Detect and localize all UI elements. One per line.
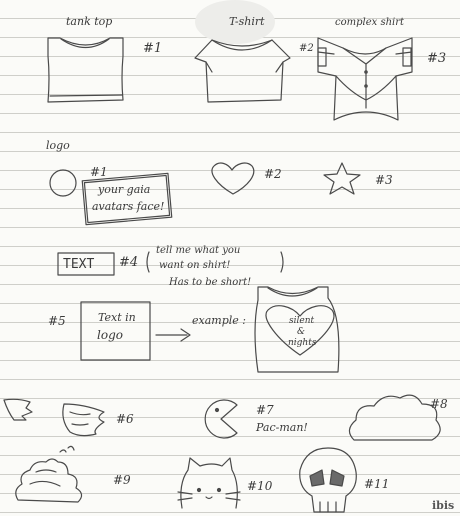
logo-number-5: #5	[48, 314, 66, 328]
complex-shirt-drawing	[318, 38, 412, 120]
signature: ibis	[432, 499, 455, 512]
face-text-line1: your gaia	[98, 183, 151, 196]
pacman-label: Pac-man!	[256, 421, 308, 434]
tank-top-label: tank top	[66, 15, 113, 28]
icon-number-7: #7	[256, 403, 274, 417]
face-text-line2: avatars face!	[92, 200, 165, 213]
note-line-1: tell me what you	[156, 245, 241, 256]
t-shirt-label: T-shirt	[229, 15, 265, 28]
shirt-number-1: #1	[143, 41, 163, 56]
shirt-number-2: #2	[299, 43, 314, 54]
icon-number-10: #10	[247, 479, 273, 493]
swirl-pile-icon	[16, 446, 82, 502]
face-box	[82, 173, 172, 224]
skull-icon	[300, 448, 357, 512]
logo-heading: logo	[46, 139, 70, 152]
note-line-3: Has to be short!	[169, 277, 252, 288]
star-logo	[324, 163, 360, 194]
complex-shirt-label: complex shirt	[335, 17, 405, 28]
heart-text-line2: &	[297, 327, 306, 337]
cloud-icon	[349, 395, 440, 440]
heart-text-line1: silent	[289, 316, 315, 326]
cat-face-icon	[178, 458, 240, 508]
pacman-icon	[205, 400, 237, 438]
icon-number-8: #8	[430, 397, 448, 411]
example-label: example :	[192, 314, 246, 327]
logo-number-2: #2	[264, 167, 282, 181]
note-line-2: want on shirt!	[159, 260, 231, 271]
t-shirt-drawing	[195, 40, 290, 102]
icon-number-11: #11	[364, 477, 390, 491]
tank-top-drawing	[48, 38, 123, 102]
text-in-logo-line2: logo	[97, 328, 123, 342]
logo-number-1: #1	[90, 165, 108, 179]
icon-number-9: #9	[113, 473, 131, 487]
heart-text-line3: nights	[288, 338, 317, 348]
arrow	[156, 329, 190, 341]
icon-number-6: #6	[116, 412, 134, 426]
circle-logo	[50, 170, 76, 196]
heart-logo	[212, 163, 254, 194]
text-in-logo-line1: Text in	[98, 311, 136, 324]
text-box-label: TEXT	[63, 257, 95, 272]
shirt-number-3: #3	[427, 51, 447, 66]
logo-number-4: #4	[119, 255, 139, 270]
wings-icon	[4, 399, 104, 435]
logo-number-3: #3	[375, 173, 393, 187]
